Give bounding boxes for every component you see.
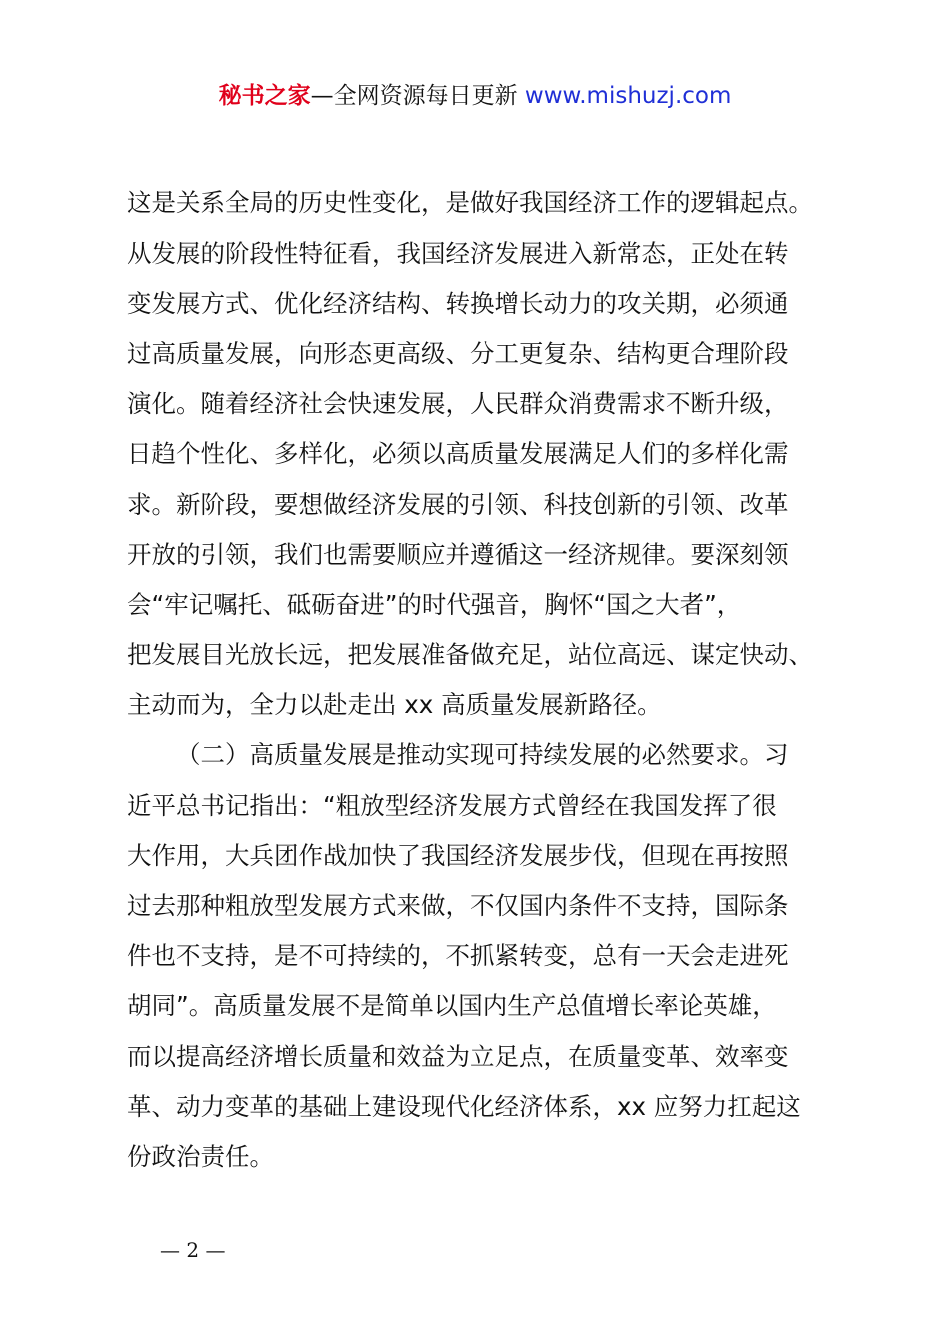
- body-line: 革、动力变革的基础上建设现代化经济体系，xx 应努力扛起这: [127, 1092, 801, 1121]
- body-line: 求。新阶段，要想做经济发展的引领、科技创新的引领、改革: [127, 490, 789, 519]
- body-line: 会“牢记嘱托、砥砺奋进”的时代强音，胸怀“国之大者”，: [127, 590, 742, 619]
- body-line: 近平总书记指出：“粗放型经济发展方式曾经在我国发挥了很: [127, 791, 777, 820]
- body-line: 胡同”。高质量发展不是简单以国内生产总值增长率论英雄，: [127, 991, 777, 1020]
- body-line: 过去那种粗放型发展方式来做，不仅国内条件不支持，国际条: [127, 891, 789, 920]
- body-line: 变发展方式、优化经济结构、转换增长动力的攻关期，必须通: [127, 289, 789, 318]
- body-line: 件也不支持，是不可持续的，不抓紧转变，总有一天会走进死: [127, 941, 789, 970]
- page-number: — 2 —: [160, 1238, 226, 1262]
- header-brand: 秘书之家: [218, 83, 311, 109]
- body-line: 这是关系全局的历史性变化，是做好我国经济工作的逻辑起点。: [127, 188, 813, 217]
- body-line: 份政治责任。: [127, 1142, 274, 1171]
- header-tagline: —全网资源每日更新: [310, 83, 525, 109]
- body-line: 从发展的阶段性特征看，我国经济发展进入新常态，正处在转: [127, 239, 789, 268]
- body-line: 而以提高经济增长质量和效益为立足点，在质量变革、效率变: [127, 1042, 789, 1071]
- header-site-link[interactable]: www.mishuzj.com: [524, 83, 732, 109]
- body-line: 日趋个性化、多样化，必须以高质量发展满足人们的多样化需: [127, 439, 789, 468]
- body-line: 过高质量发展，向形态更高级、分工更复杂、结构更合理阶段: [127, 339, 789, 368]
- body-line: 演化。随着经济社会快速发展，人民群众消费需求不断升级，: [127, 389, 789, 418]
- body-line: 开放的引领，我们也需要顺应并遵循这一经济规律。要深刻领: [127, 540, 789, 569]
- section-heading-line: （二）高质量发展是推动实现可持续发展的必然要求。习: [176, 740, 789, 769]
- body-line: 大作用，大兵团作战加快了我国经济发展步伐，但现在再按照: [127, 841, 789, 870]
- body-line: 主动而为，全力以赴走出 xx 高质量发展新路径。: [127, 690, 662, 719]
- body-line: 把发展目光放长远，把发展准备做充足，站位高远、谋定快动、: [127, 640, 813, 669]
